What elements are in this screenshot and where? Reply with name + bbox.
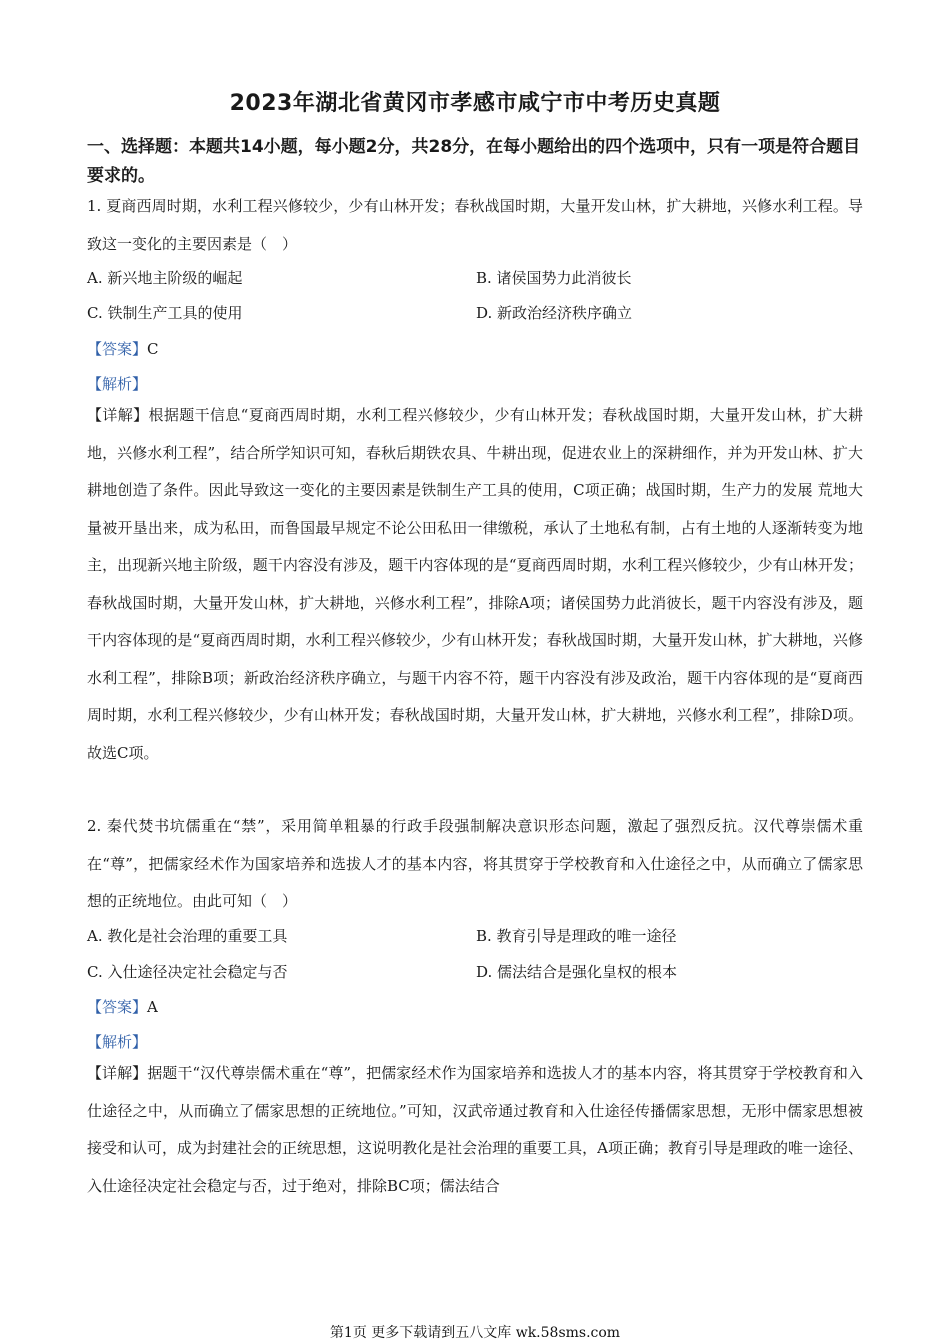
answer-tag: 【答案】	[87, 998, 148, 1016]
detail-tag: 【详解】	[87, 1064, 148, 1082]
question-2-option-d: D. 儒法结合是强化皇权的根本	[476, 963, 678, 981]
question-1-analysis-tag: 【解析】	[87, 375, 148, 393]
question-1-option-b: B. 诸侯国势力此消彼长	[476, 269, 632, 287]
detail-text: 据题干“汉代尊崇儒术重在“尊”，把儒家经术作为国家培养和选拔人才的基本内容，将其贯穿于学校教育和入仕途径之中，从而确立了儒家思想的正统地位。”可知，汉武帝通过教育和入仕途径传播儒家思想，无形中儒家思想被接受和认可，成为封建社会的正统思想，这说明教化是社会治理的重要工具，A项正确；教育引导是理政的唯一途径、入仕途径决定社会稳定与否，过于绝对，排除BC项；儒法结合	[87, 1064, 863, 1195]
page-footer: 第1页 更多下载请到五八文库 wk.58sms.com	[329, 1325, 621, 1341]
question-1-stem: 1. 夏商西周时期，水利工程兴修较少，少有山林开发；春秋战国时期，大量开发山林，扩大耕地，兴修水利工程。导致这一变化的主要因素是（ ）	[87, 197, 863, 253]
detail-text: 根据题干信息“夏商西周时期，水利工程兴修较少，少有山林开发；春秋战国时期，大量开发山林，扩大耕地，兴修水利工程”，结合所学知识可知，春秋后期铁农具、牛耕出现，促进农业上的深耕细作，并为开发山林、扩大耕地创造了条件。因此导致这一变化的主要因素是铁制生产工具的使用，C项正确；战国时期，生产力的发展 荒地大量被开垦出来，成为私田，而鲁国最早规定不论公田私田一律缴税，承认了土地私有制，占有土地的人逐渐转变为地主，出现新兴地主阶级，题干内容没有涉及，题干内容体现的是“夏商西周时期，水利工程兴修较少，少有山林开发；春秋战国时期，大量开发山林，扩大耕地，兴修水利工程”，排除A项；诸侯国势力此消彼长，题干内容没有涉及，题干内容体现的是“夏商西周时期，水利工程兴修较少，少有山林开发；春秋战国时期，大量开发山林，扩大耕地，兴修水利工程”，排除B项；新政治经济秩序确立，与题干内容不符，题干内容没有涉及政治，题干内容体现的是“夏商西周时期，水利工程兴修较少，少有山林开发；春秋战国时期，大量开发山林，扩大耕地，兴修水利工程”，排除D项。故选C项。	[87, 406, 863, 762]
detail-tag: 【详解】	[87, 406, 149, 424]
question-2-option-a: A. 教化是社会治理的重要工具	[87, 927, 288, 945]
question-1-option-c: C. 铁制生产工具的使用	[87, 304, 243, 322]
answer-value: A	[147, 998, 158, 1016]
question-1-detail	[87, 397, 863, 772]
question-1-answer	[87, 339, 159, 359]
question-2-answer	[87, 997, 158, 1017]
question-2-option-b: B. 教育引导是理政的唯一途径	[476, 927, 677, 945]
answer-value: C	[147, 340, 159, 358]
section-heading: 一、选择题：本题共14小题，每小题2分，共28分，在每小题给出的四个选项中，只有一项是符合题目要求的。	[87, 137, 861, 186]
question-2-stem: 2. 秦代焚书坑儒重在“禁”，采用简单粗暴的行政手段强制解决意识形态问题，激起了强烈反抗。汉代尊崇儒术重在“尊”，把儒家经术作为国家培养和选拔人才的基本内容，将其贯穿于学校教育和入仕途径之中，从而确立了儒家思想的正统地位。由此可知（ ）	[87, 817, 863, 910]
question-1-option-d: D. 新政治经济秩序确立	[476, 304, 633, 322]
question-1-option-a: A. 新兴地主阶级的崛起	[87, 269, 243, 287]
page-title: 2023年湖北省黄冈市孝感市咸宁市中考历史真题	[229, 91, 721, 116]
question-2-option-c: C. 入仕途径决定社会稳定与否	[87, 963, 288, 981]
answer-tag: 【答案】	[87, 340, 148, 358]
question-2-analysis-tag: 【解析】	[87, 1033, 148, 1051]
question-2-detail	[87, 1055, 863, 1205]
